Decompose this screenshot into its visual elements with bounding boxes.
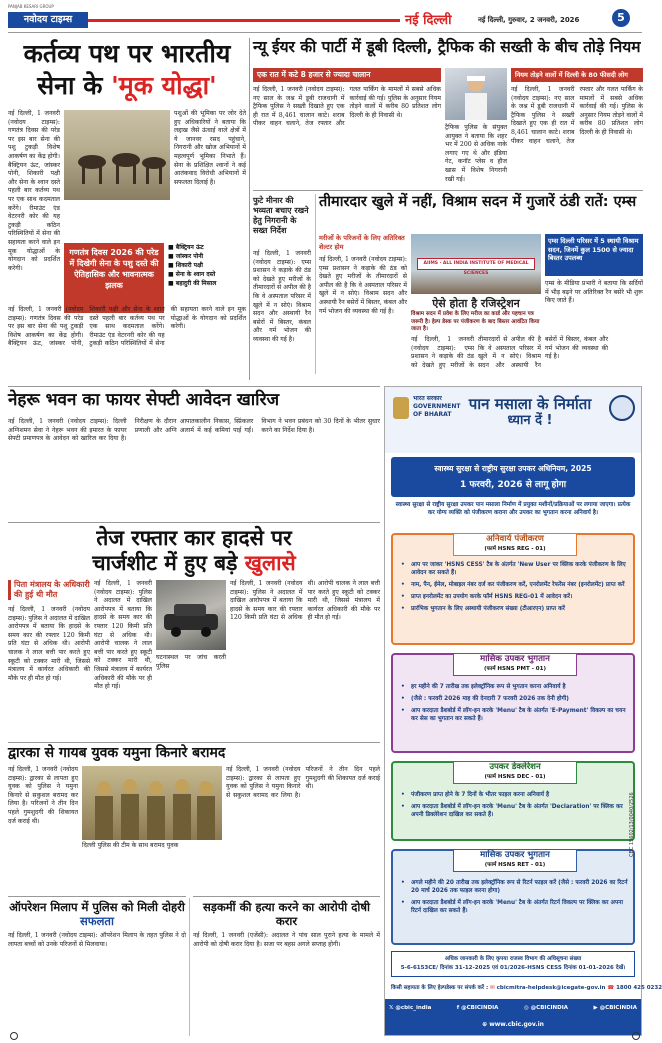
section-items: [401, 683, 629, 723]
ad-footer-notice: [391, 951, 635, 977]
story-army-body-left: नई दिल्ली, 1 जनवरी (नवोदय टाइम्स): गणतंत्र दिवस की परेड पर इस बार सेना की पशु टुकड़ी विशेष आकर्षण का केंद्र होगी। बैक्ट्रियन ऊंट, जांस्कर पोनी, शिकारी पक्षी और सेना के श्वान दस्ते पहली बार कर्तव्य पथ पर एक साथ कदमताल करेंगे। रीमाउंट एंड वेटरनरी कोर की यह टुकड़ी कठिन परिस्थितियों में सेना की सहायता करने वाले इन मूक योद्धाओं के योगदान को प्रदर्शित करेगी।: [8, 110, 60, 272]
rule-top: [8, 386, 380, 387]
headline-quote: 'मूक योद्धा': [111, 71, 217, 100]
aiims-building-photo: [411, 234, 541, 294]
story-new-year-body: नई दिल्ली, 1 जनवरी (नवोदय टाइम्स): नए साल के जश्न में डूबी राजधानी में ट्रैफिक पुलिस ने सख्ती दिखाते हुए एक ही रात में 8,461 चालान काटे। शराब पीकर वाहन चलाने, तेज रफ्तार और गलत पार्किंग के मामलों में सबसे अधिक कार्रवाई की गई। पुलिस के अनुसार नियम तोड़ने वालों में करीब 80 प्रतिशत लोग दिल्ली के ही निवासी थे।: [253, 86, 441, 128]
aiims-photo-sub: विश्राम सदन में प्रवेश के लिए मरीज का कार्ड और पहचान पत्र जरूरी है। हेल्प डेस्क पर पंजीकरण के बाद बिस्तर आवंटित किया जाता है।: [411, 311, 540, 332]
brand-logo: [8, 12, 88, 28]
ad-title-line1: पान मसाला के निर्माता: [468, 395, 592, 413]
banner-line2: 1 फरवरी, 2026 से लागू होगा: [459, 480, 567, 490]
section-item: • पंजीकरण प्राप्त होने के 7 दिनों के भीतर फाइल करना अनिवार्य है: [401, 791, 629, 799]
gov-line: भारत सरकार: [413, 395, 442, 402]
camel-silhouette-icon: [64, 110, 170, 200]
story-murder: [193, 896, 380, 1036]
page-number: 5: [617, 11, 625, 24]
city-label: नई दिल्ली: [405, 13, 452, 28]
social-handles: [389, 1005, 637, 1011]
kicker-text: पिता मंत्रालय के अधिकारी की हुई थी मौत: [14, 580, 90, 599]
column-divider: [249, 38, 250, 380]
story-chargesheet-body-2: नई दिल्ली, 1 जनवरी (नवोदय टाइम्स): पुलिस ने अदालत में दाखिल आरोपपत्र में बताया कि हादसे के समय कार की रफ्तार 120 किमी प्रति घंटा से अधिक थी। आरोपी चालक ने लाल बत्ती पार करते हुए स्कूटी को टक्कर मारी थी, जिससे मंत्रालय में कार्यरत अधिकारी की मौके पर ही मौत हो गई।: [94, 580, 152, 691]
facebook-icon: f: [456, 1005, 460, 1011]
right-kicker-text: एम्स दिल्ली परिसर में 5 स्थायी विश्राम सदन, जिनमें कुल 1500 से ज्यादा बिस्तर उपलब्ध: [548, 237, 639, 262]
section-items: [401, 561, 629, 613]
ad-banner: [391, 457, 635, 497]
brand-sub: PANJAB KESARI GROUP: [8, 4, 54, 9]
headline-part: सेना के: [37, 71, 112, 100]
bullet-text: बहादुरी की मिसाल: [175, 280, 217, 287]
bullet-item: ■ बैक्ट्रियन ऊंट: [168, 244, 204, 251]
headline-em: खुलासे: [244, 551, 296, 575]
phone-icon: ☎: [607, 985, 615, 991]
section-items: [401, 879, 629, 915]
story-chargesheet-headline: [8, 526, 380, 576]
ad-section-return: [391, 849, 635, 945]
headline-line2: [8, 551, 380, 576]
bullet-item: ■ बहादुरी की मिसाल: [168, 280, 217, 287]
pullquote-text: गणतंत्र दिवस 2026 की परेड में दिखेगी सेना के पशु दस्ते की ऐतिहासिक और भावनात्मक झलक: [69, 248, 159, 290]
story-new-year-headline: न्यू ईयर की पार्टी में डूबी दिल्ली, ट्रैफिक की सख्ती के बीच तोड़े नियम: [253, 38, 641, 56]
rule-top: [193, 896, 380, 897]
chargesheet-kicker: [8, 580, 90, 600]
story-murder-body: नई दिल्ली, 1 जनवरी (एजेंसी): अदालत ने पांच साल पुराने हत्या के मामले में आरोपी को दोषी करार दिया है। सजा पर बहस अगले सप्ताह होगी।: [193, 932, 380, 948]
instagram-icon: ◎: [523, 1005, 529, 1011]
social-text: @CBICINDIA: [599, 1005, 637, 1011]
aiims-kicker: [319, 234, 407, 251]
kicker-left-text: एक रात में कटे 8 हजार से ज्यादा चालान: [257, 70, 371, 79]
gov-line: OF BHARAT: [413, 411, 452, 418]
ad-section-registration: [391, 533, 635, 645]
social-text: @cbic_india: [395, 1005, 432, 1011]
social-text: @CBICINDIA: [461, 1005, 499, 1011]
section-title-tab: [453, 654, 577, 676]
section-items: [401, 791, 629, 819]
masthead-bottom-rule: [8, 32, 642, 33]
story-chargesheet-body-3: नई दिल्ली, 1 जनवरी (नवोदय टाइम्स): पुलिस ने अदालत में दाखिल आरोपपत्र में बताया कि हादसे के समय कार की रफ्तार 120 किमी प्रति घंटा से अधिक थी। आरोपी चालक ने लाल बत्ती पार करते हुए स्कूटी को टक्कर मारी थी, जिससे मंत्रालय में कार्यरत अधिकारी की मौके पर ही मौत हो गई।: [230, 580, 380, 622]
ad-title-line2: ध्यान दें !: [507, 413, 553, 428]
car-accident-photo: [156, 580, 226, 650]
instagram-handle[interactable]: [524, 1005, 568, 1011]
car-icon: [156, 580, 226, 650]
footer-line1: अधिक जानकारी के लिए कृपया राजस्व विभाग की अधिसूचना संख्या: [444, 956, 582, 962]
story-army-body-bottom: नई दिल्ली, 1 जनवरी (नवोदय टाइम्स): गणतंत्र दिवस की परेड पर इस बार सेना की पशु टुकड़ी विशेष आकर्षण का केंद्र होगी। बैक्ट्रियन ऊंट, जांस्कर पोनी, शिकारी पक्षी और सेना के श्वान दस्ते पहली बार कर्तव्य पथ पर एक साथ कदमताल करेंगे। रीमाउंट एंड वेटरनरी कोर की यह टुकड़ी कठिन परिस्थितियों में सेना की सहायता करने वाले इन मूक योद्धाओं के योगदान को प्रदर्शित करेगी।: [8, 306, 246, 348]
story-army-headline-line1: कर्तव्य पथ पर भारतीय: [23, 39, 231, 68]
section-item: • प्राप्त इनरोलमेंट का उपयोग करके फॉर्म HSNS REG-01 में आवेदन करें।: [401, 593, 629, 601]
section-title: मासिक उपकर भुगतान: [480, 850, 550, 860]
story-new-year-body-2: ट्रैफिक पुलिस के संयुक्त आयुक्त ने बताया कि शहर भर में 200 से अधिक नाके लगाए गए थे और इंडिया गेट, कनॉट प्लेस व हौज खास में विशेष निगरानी रखी गई।: [445, 124, 507, 183]
section-form: (फार्म HSNS DEC - 01): [484, 774, 546, 780]
story-murder-headline: सड़कमीं की हत्या करने का आरोपी दोषी करार: [203, 900, 370, 928]
ad-section-declaration: [391, 761, 635, 841]
ad-section-payment: [391, 653, 635, 753]
story-milap-headline: [8, 900, 186, 928]
youtube-handle[interactable]: [594, 1005, 638, 1011]
section-item: • प्रारंभिक भुगतान के लिए अस्थायी पंजीकरण संख्या (टीआरएन) प्राप्त करें: [401, 605, 629, 613]
page-number-badge: [612, 9, 630, 27]
section-item: • आप करदाता डैशबोर्ड में लॉग-इन करके 'Menu' टैब के अंतर्गत 'Declaration' पर क्लिक कर अपनी डिक्लेरेशन दाखिल कर सकते हैं।: [401, 803, 629, 819]
website-link[interactable]: [385, 1021, 641, 1028]
helpdesk-phone-link[interactable]: 1800 425 0232: [616, 985, 662, 991]
registration-mark-right: [632, 1032, 640, 1040]
story-dwarka: [8, 742, 380, 892]
rule-top: [253, 190, 643, 191]
story-army-headline-line2: [8, 70, 246, 102]
cbic-advert: [384, 386, 662, 1036]
story-dwarka-headline: द्वारका से गायब युवक यमुना किनारे बरामद: [8, 745, 226, 761]
story-dwarka-body-2: नई दिल्ली, 1 जनवरी (नवोदय टाइम्स): द्वारका से लापता हुए युवक को पुलिस ने यमुना किनारे से सकुशल बरामद कर लिया है। परिजनों ने तीन दिन पहले गुमशुदगी की शिकायत दर्ज कराई थी।: [226, 766, 380, 799]
headline-part: ऑपरेशन मिलाप में पुलिस को मिली दोहरी: [9, 900, 185, 914]
ad-header: [385, 387, 641, 453]
masthead: [0, 0, 650, 34]
bullet-text: सेना के श्वान दस्ते: [175, 271, 216, 278]
section-title-tab: [453, 850, 577, 872]
aiims-kicker-text: मरीजों के परिजनों के लिए अतिरिक्त शेल्टर होम: [319, 234, 405, 251]
bullet-text: जांस्कर पोनी: [175, 253, 204, 260]
bullet-text: शिकारी पक्षी: [175, 262, 203, 269]
kicker-left: [253, 68, 441, 82]
police-photo-caption: दिल्ली पुलिस की टीम के साथ बरामद युवक: [82, 842, 179, 849]
column-divider: [189, 898, 190, 1036]
aiims-caption: ऐसे होता है रजिस्ट्रेशन: [432, 297, 520, 310]
section-form: (फार्म HSNS REG - 01): [484, 546, 546, 552]
headline-part: चार्जशीट में हुए बड़े: [92, 551, 245, 575]
section-title: मासिक उपकर भुगतान: [480, 654, 550, 664]
traffic-police-photo: [445, 68, 507, 120]
date-line: नई दिल्ली, गुरुवार, 2 जनवरी, 2026: [478, 16, 580, 24]
registration-mark-left: [10, 1032, 18, 1040]
story-milap: [8, 896, 186, 1036]
helpdesk-label: किसी सहायता के लिए हेल्पडेस्क पर संपर्क करें :: [391, 985, 489, 991]
footer-line2: 5-6-6153CE/ दिनांक 31-12-2025 एवं 01/2026-HSNS CESS दिनांक 01-01-2026 देखें।: [400, 965, 626, 971]
social-bar: [385, 999, 641, 1035]
x-icon-handle[interactable]: [389, 1005, 431, 1011]
youtube-icon: ▶: [593, 1005, 598, 1011]
army-parade-photo: [64, 110, 170, 200]
story-nehru-headline: नेहरू भवन का फायर सेफ्टी आवेदन खारिज: [8, 390, 280, 410]
story-chargesheet-body: नई दिल्ली, 1 जनवरी (नवोदय टाइम्स): पुलिस ने अदालत में दाखिल आरोपपत्र में बताया कि हादसे के समय कार की रफ्तार 120 किमी प्रति घंटा से अधिक थी। आरोपी चालक ने लाल बत्ती पार करते हुए स्कूटी को टक्कर मारी थी, जिससे मंत्रालय में कार्यरत अधिकारी की मौके पर ही मौत हो गई।: [8, 606, 90, 682]
ad-title: [455, 395, 605, 429]
section-item: • आप करदाता डैशबोर्ड में लॉग-इन करके 'Menu' टैब के अंतर्गत 'E-Payment' विकल्प का चयन कर सेस का भुगतान कर सकते हैं।: [401, 707, 629, 723]
story-dwarka-body: नई दिल्ली, 1 जनवरी (नवोदय टाइम्स): द्वारका से लापता हुए युवक को पुलिस ने यमुना किनारे से सकुशल बरामद कर लिया है। परिजनों ने तीन दिन पहले गुमशुदगी की शिकायत दर्ज कराई थी।: [8, 766, 78, 825]
headline-em: सफलता: [80, 914, 114, 928]
email-icon: ✉: [490, 985, 495, 991]
helpdesk-bar: [391, 981, 662, 995]
story-aiims-headline: तीमारदार खुले में नहीं, विश्राम सदन में गुजारें ठंडी रातें: एम्स: [319, 194, 637, 210]
story-army-headline: [8, 38, 246, 102]
bullet-item: ■ शिकारी पक्षी: [168, 262, 203, 269]
section-item: • हर महीने की 7 तारीख तक इलेक्ट्रॉनिक रूप से भुगतान करना अनिवार्य है: [401, 683, 629, 691]
social-text: @CBICINDIA: [530, 1005, 569, 1011]
story-army: [8, 38, 246, 434]
police-officer-icon: [445, 68, 507, 120]
story-milap-body: नई दिल्ली, 1 जनवरी (नवोदय टाइम्स): ऑपरेशन मिलाप के तहत पुलिस ने दो लापता बच्चों को उनके परिजनों से मिलवाया।: [8, 932, 186, 948]
kicker-right-text: नियम तोड़ने वालों में दिल्ली के 80 फीसदी लोग: [515, 71, 628, 79]
banner-line1: स्वास्थ्य सुरक्षा से राष्ट्रीय सुरक्षा उपकर अधिनियम, 2025: [434, 464, 592, 473]
emblem-icon: [393, 397, 409, 419]
cbic-logo-icon: [609, 395, 635, 421]
brand-name: नवोदय टाइम्स: [23, 14, 73, 25]
story-aiims: [253, 190, 643, 380]
section-title-tab: [453, 534, 577, 556]
headline-line1: तेज रफ्तार कार हादसे पर: [96, 526, 292, 550]
story-aiims-body: नई दिल्ली, 1 जनवरी (नवोदय टाइम्स): एम्स प्रशासन ने कड़ाके की ठंड को देखते हुए मरीजों के तीमारदारों से अपील की है कि वे अस्पताल परिसर में खुले में न सोएं। विश्राम सदन और अस्थायी रैन बसेरों में बिस्तर, कंबल और गर्म भोजन की व्यवस्था की गई है।: [319, 256, 407, 315]
rule-vertical: [315, 194, 316, 374]
section-form: (फार्म HSNS RET - 01): [484, 862, 546, 868]
section-form: (फार्म HSNS PMT - 01): [484, 666, 546, 672]
police-team-photo: [82, 766, 222, 840]
rule-top: [8, 742, 380, 743]
gov-label: [413, 395, 460, 419]
facebook-handle[interactable]: [457, 1005, 499, 1011]
globe-icon: ⊕: [482, 1021, 488, 1028]
section-item: • आप पर जाकर 'HSNS CESS' टैब के अंतर्गत 'New User पर क्लिक करके पंजीकरण के लिए आवेदन कर सकते हैं।: [401, 561, 629, 577]
bullet-item: ■ जांस्कर पोनी: [168, 253, 204, 260]
masthead-rule: [88, 19, 400, 22]
bullet-item: ■ सेना के श्वान दस्ते: [168, 271, 216, 278]
aiims-sign: AIIMS · ALL INDIA INSTITUTE OF MEDICAL SCIENCES: [417, 258, 535, 270]
army-bullets: [168, 243, 246, 288]
story-new-year-body-3: नई दिल्ली, 1 जनवरी (नवोदय टाइम्स): नए साल के जश्न में डूबी राजधानी में ट्रैफिक पुलिस ने सख्ती दिखाते हुए एक ही रात में 8,461 चालान काटे। शराब पीकर वाहन चलाने, तेज रफ्तार और गलत पार्किंग के मामलों में सबसे अधिक कार्रवाई की गई। पुलिस के अनुसार नियम तोड़ने वालों में करीब 80 प्रतिशत लोग दिल्ली के ही निवासी थे।: [511, 86, 643, 145]
aiims-right-body: एम्स के मीडिया प्रभारी ने बताया कि सर्दियों में भीड़ बढ़ने पर अतिरिक्त रैन बसेरे भी शुरू किए जाते हैं।: [545, 280, 643, 305]
section-item: • अगले महीने की 20 तारीख तक इलेक्ट्रॉनिक रूप से रिटर्न फाइल करें (जैसे : फरवरी 2026 का रिटर्न 20 मार्च 2026 तक फाइल करना होगा): [401, 879, 629, 895]
aiims-right-kicker: [545, 234, 643, 276]
section-item: • (जैसे : फरवरी 2026 माह की देनदारी 7 फरवरी 2026 तक देनी होगी): [401, 695, 629, 703]
story-chargesheet: [8, 522, 380, 738]
story-chargesheet-body-4: घटनास्थल पर जांच करती पुलिस: [156, 654, 226, 670]
section-item: • आप करदाता डैशबोर्ड में लॉग-इन करके 'Menu' टैब के अंतर्गत रिटर्न विकल्प पर क्लिक कर अपना रिटर्न दाखिल कर सकते हैं।: [401, 899, 629, 915]
story-nehru: [8, 386, 380, 518]
police-group-icon: [82, 766, 222, 840]
story-nehru-body: नई दिल्ली, 1 जनवरी (नवोदय टाइम्स): दिल्ली अग्निशमन सेवा ने नेहरू भवन की इमारत के फायर सेफ्टी प्रमाणपत्र के आवेदन को खारिज कर दिया है। निरीक्षण के दौरान आपातकालीन निकास, स्प्रिंकलर प्रणाली और अग्नि अलार्म में कई कमियां पाई गईं। विभाग ने भवन प्रबंधन को 30 दिनों के भीतर सुधार करने का निर्देश दिया है।: [8, 418, 380, 443]
story-army-body-right: पशुओं की भूमिका पर जोर देते हुए अधिकारियों ने बताया कि लद्दाख जैसे ऊंचाई वाले क्षेत्रों में ये जानवर रसद पहुंचाने, निगरानी और खोज अभियानों में महत्वपूर्ण भूमिका निभाते हैं। सेना के प्रशिक्षित श्वानों ने कई आतंकवाद विरोधी अभियानों में सफलता दिलाई है।: [174, 110, 246, 186]
ad-side-code: CBC 15602/13/0040/2526: [629, 792, 635, 857]
story-aiims-body-2: नई दिल्ली, 1 जनवरी (नवोदय टाइम्स): एम्स प्रशासन ने कड़ाके की ठंड को देखते हुए मरीजों के तीमारदारों से अपील की है कि वे अस्पताल परिसर में खुले में न सोएं। विश्राम सदन और अस्थायी रैन बसेरों में बिस्तर, कंबल और गर्म भोजन की व्यवस्था की गई है।: [411, 336, 608, 369]
rule-top: [8, 522, 380, 523]
section-item: • नाम, पैन, ईमेल, मोबाइल नंबर दर्ज कर पंजीकरण करें, एनरोलमेंट रेफरेंस नंबर (इनरोलमेंट) प्राप्त करें: [401, 581, 629, 589]
bullet-text: बैक्ट्रियन ऊंट: [175, 244, 204, 251]
side-body: नई दिल्ली, 1 जनवरी (नवोदय टाइम्स): एम्स प्रशासन ने कड़ाके की ठंड को देखते हुए मरीजों के तीमारदारों से अपील की है कि वे अस्पताल परिसर में खुले में न सोएं। विश्राम सदन और अस्थायी रैन बसेरों में बिस्तर, कंबल और गर्म भोजन की व्यवस्था की गई है।: [253, 250, 311, 343]
section-title: अनिवार्य पंजीकरण: [486, 534, 544, 544]
section-title-tab: [453, 762, 577, 784]
side-headline: फुटे मीनार की भव्यता बचाए रखने हेतु निगरानी के सख्त निर्देश: [253, 196, 309, 235]
x-icon: 𝕏: [389, 1005, 394, 1011]
helpdesk-email-link[interactable]: cbicmitra-helpdesk@icegate-gov.in: [496, 985, 606, 991]
kicker-right: [511, 68, 643, 82]
rule-top: [8, 896, 186, 897]
gov-line: GOVERNMENT: [413, 403, 461, 410]
section-title: उपकर डेक्लेरेशन: [489, 762, 541, 772]
army-pullquote: [64, 243, 164, 313]
website-text: www.cbic.gov.in: [489, 1021, 544, 1028]
ad-intro: स्वास्थ्य सुरक्षा से राष्ट्रीय सुरक्षा उपकर पान मसाला निर्माण में प्रयुक्त मशीनों/प्रक्रियाओं पर लगाया जाएगा। प्रत्येक कर योग्य व्यक्ति को पंजीकरण कराना और उपकर का भुगतान करना अनिवार्य है।: [395, 502, 631, 516]
